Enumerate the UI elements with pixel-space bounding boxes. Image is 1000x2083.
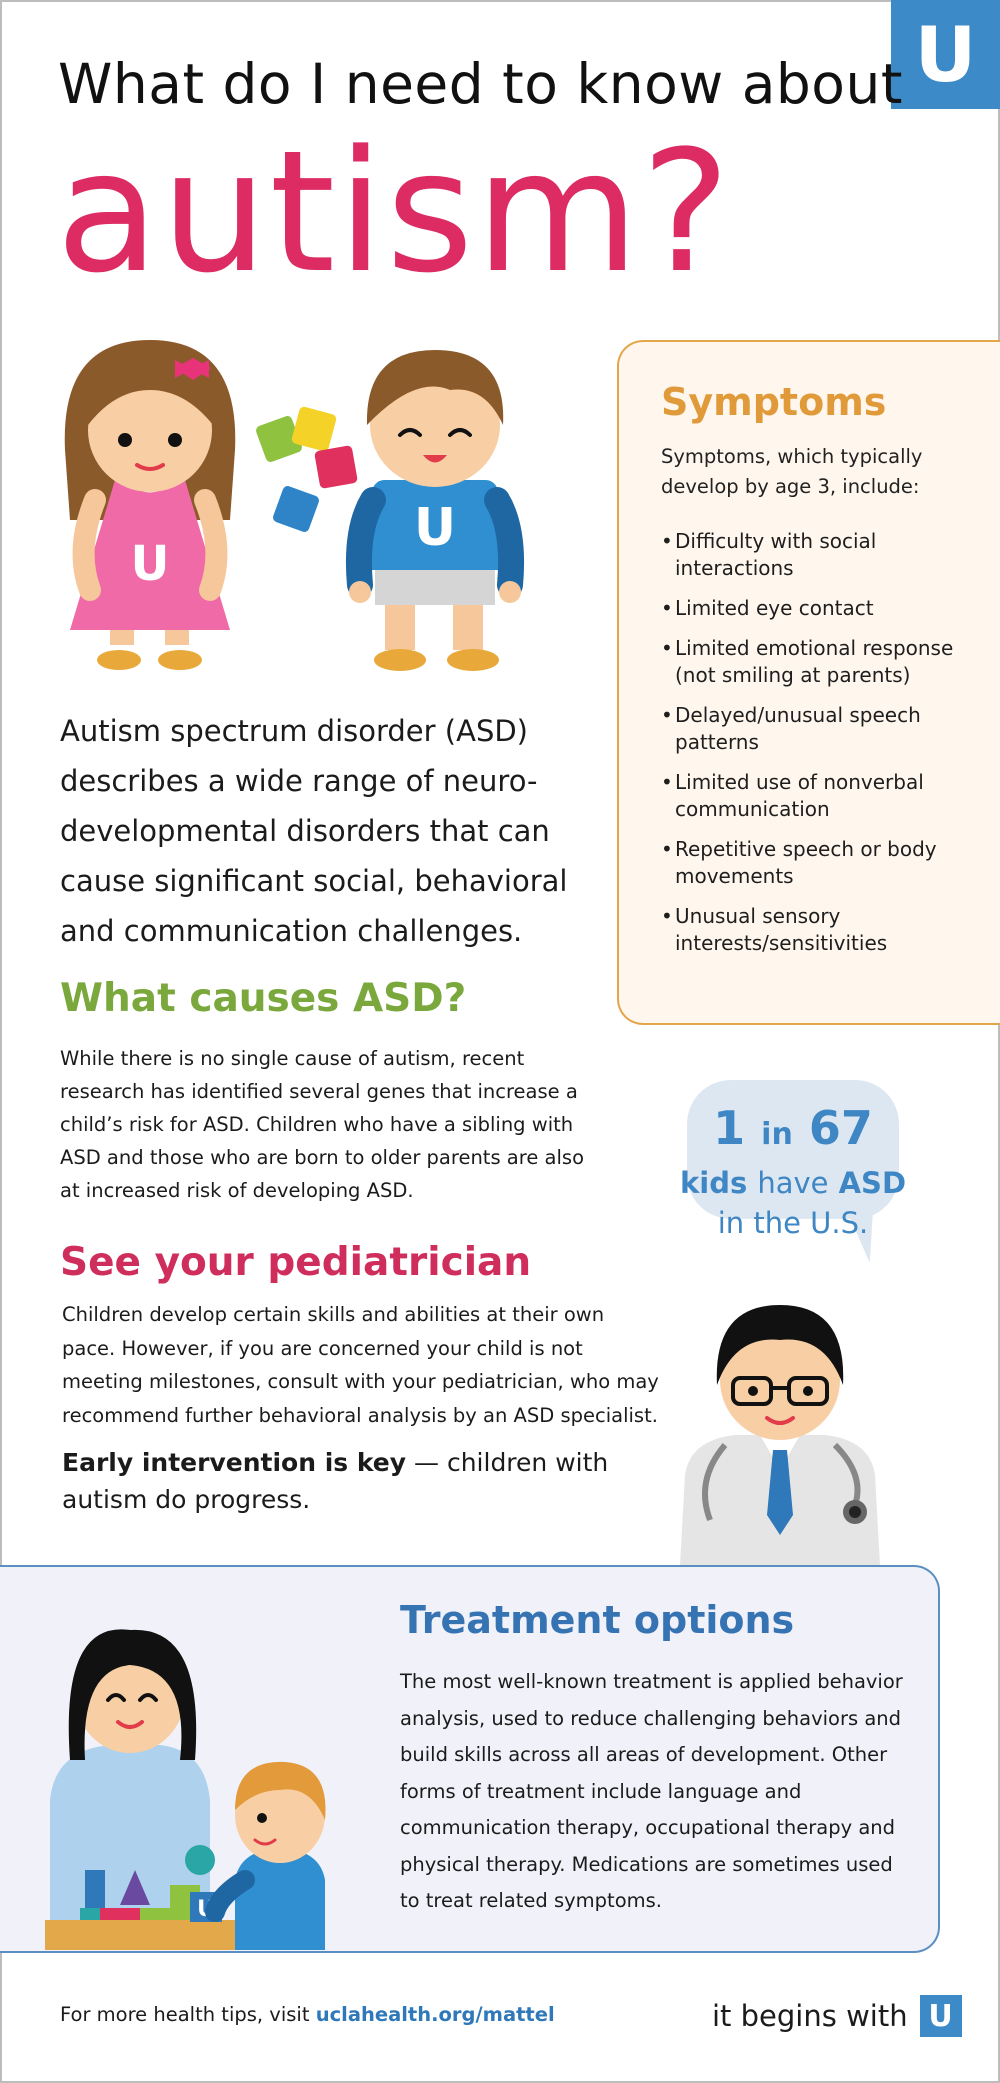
- symptoms-panel: [617, 340, 1000, 1025]
- symptoms-list: [661, 528, 970, 957]
- causes-paragraph: While there is no single cause of autism, recent research has identified several genes that increase a child’s risk for ASD. Children who have a sibling with ASD and those who are born to older parents are also at increased risk of developing ASD.: [60, 1047, 584, 1202]
- autism-stat: [648, 1100, 938, 1243]
- page-topic-title: autism?: [56, 114, 733, 310]
- intro-paragraph: Autism spectrum disorder (ASD) describes a wide range of neuro-developmental disorders that can cause significant social, behavioral and communication challenges.: [60, 714, 568, 948]
- list-item: • Limited eye contact: [661, 595, 970, 622]
- girl-illustration: [65, 340, 236, 670]
- tagline-u-logo: U: [920, 1995, 962, 2037]
- stat-number-one: 1: [713, 1101, 746, 1155]
- treatment-heading: Treatment options: [400, 1598, 795, 1642]
- stat-kids: kids: [679, 1166, 748, 1200]
- boy-shirt-letter: U: [413, 498, 457, 558]
- ucla-u-logo[interactable]: U: [891, 0, 1000, 109]
- stat-in: in: [761, 1117, 793, 1152]
- causes-heading: What causes ASD?: [60, 976, 467, 1021]
- page-question-title: What do I need to know about: [58, 52, 903, 116]
- treatment-paragraph: The most well-known treatment is applied behavior analysis, used to reduce challenging behaviors and build skills across all areas of development. Other forms of treatment include language and communication therapy, occupational therapy and physical therapy. Medications are sometimes used to treat related symptoms.: [400, 1670, 903, 1912]
- stat-location: in the U.S.: [717, 1206, 869, 1240]
- pediatrician-paragraph: Children develop certain skills and abilities at their own pace. However, if you are concerned your child is not meeting milestones, consult with your pediatrician, who may recommend further behavioral analysis by an ASD specialist.: [62, 1303, 659, 1427]
- list-item: • Delayed/unusual speech patterns: [661, 702, 970, 756]
- stat-asd: ASD: [838, 1166, 907, 1200]
- tagline: [712, 1995, 962, 2037]
- list-item: • Limited emotional response (not smiling at parents): [661, 635, 970, 689]
- pediatrician-heading: See your pediatrician: [60, 1240, 532, 1285]
- girl-shirt-letter: U: [130, 536, 170, 592]
- list-item: • Repetitive speech or body movements: [661, 836, 970, 890]
- stat-number-total: 67: [808, 1101, 873, 1155]
- early-intervention-emphasis: Early intervention is key: [62, 1448, 407, 1477]
- block-letter: U: [197, 1897, 215, 1922]
- kids-illustration: [55, 330, 575, 680]
- list-item: • Unusual sensory interests/sensitivities: [661, 903, 970, 957]
- symptoms-heading: Symptoms: [661, 380, 887, 424]
- health-tips-prefix: For more health tips, visit: [60, 2003, 316, 2026]
- early-intervention-note: [62, 1444, 622, 1518]
- therapy-illustration: [40, 1620, 370, 1950]
- stat-have: have: [757, 1166, 829, 1200]
- list-item: • Limited use of nonverbal communication: [661, 769, 970, 823]
- tagline-text: it begins with: [712, 1999, 908, 2033]
- health-tips-link[interactable]: uclahealth.org/mattel: [315, 2003, 555, 2026]
- boy-illustration: [349, 350, 521, 671]
- list-item: • Difficulty with social interactions: [661, 528, 970, 582]
- puzzle-pieces-icon: [255, 406, 358, 534]
- early-intervention-rest: — children with autism do progress.: [62, 1448, 609, 1514]
- symptoms-lead: Symptoms, which typically develop by age 3, include:: [661, 445, 923, 498]
- doctor-illustration: [665, 1300, 895, 1565]
- health-tips-note: [60, 2003, 555, 2026]
